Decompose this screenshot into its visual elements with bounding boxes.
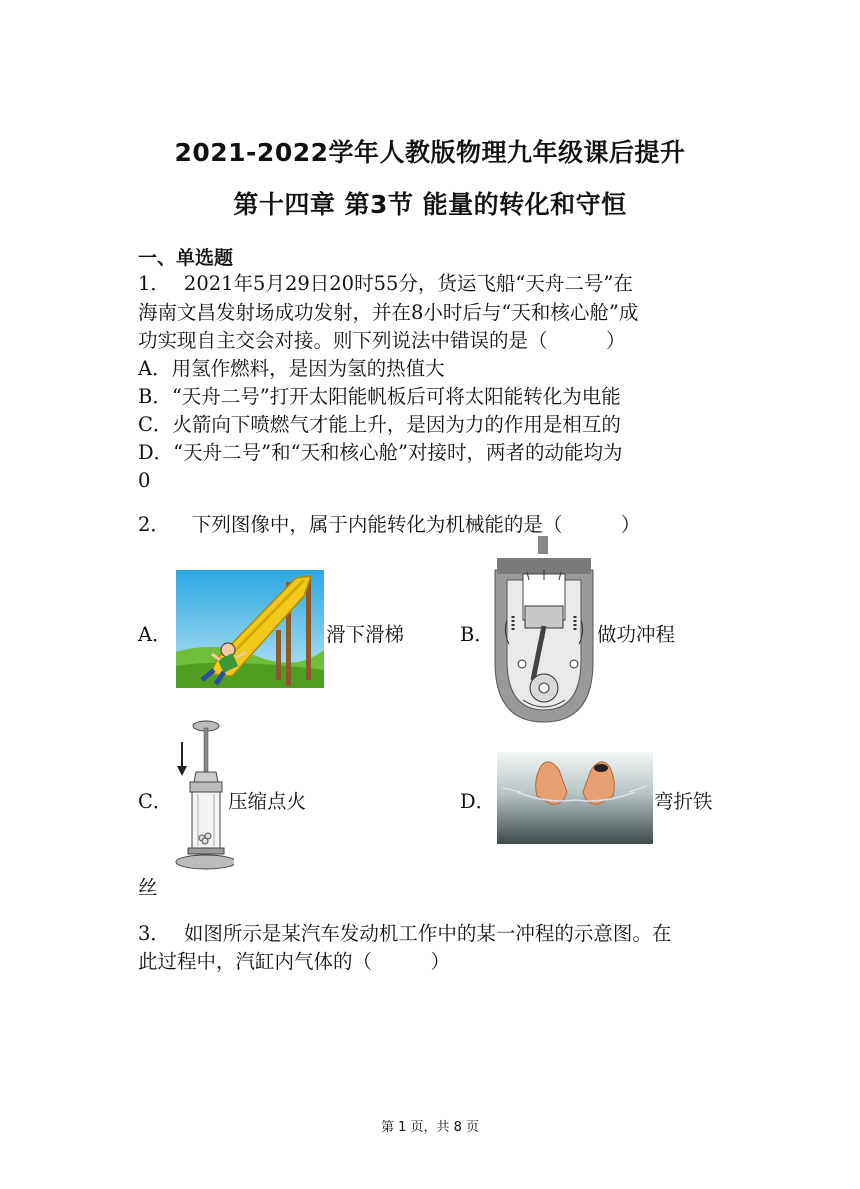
question-2-number: 2． <box>138 513 170 536</box>
question-2-text: 下列图像中，属于内能转化为机械能的是（ ） <box>191 513 641 536</box>
question-1-line-3: 功实现自主交会对接。则下列说法中错误的是（ ） <box>138 329 626 352</box>
question-3-line-1 <box>138 920 671 948</box>
question-1-option-c: C．火箭向下喷燃气才能上升，是因为力的作用是相互的 <box>138 413 621 436</box>
engine-stroke-image <box>493 536 595 724</box>
option-d-label: 弯折铁 <box>654 790 713 813</box>
page-footer: 第 1 页，共 8 页 <box>380 1120 480 1135</box>
question-1-option-d-cont: 0 <box>138 469 151 492</box>
question-3-number: 3． <box>138 922 170 945</box>
question-3-text: 如图所示是某汽车发动机工作中的某一冲程的示意图。在 <box>183 922 672 945</box>
option-b-label: 做功冲程 <box>597 623 676 646</box>
question-3-line-2: 此过程中，汽缸内气体的（ ） <box>138 950 451 973</box>
option-a-letter: A． <box>138 623 172 646</box>
question-1-option-a: A．用氢作燃料，是因为氢的热值大 <box>138 357 445 380</box>
question-1-line-1 <box>138 270 633 298</box>
chapter-subtitle: 第十四章 第3节 能量的转化和守恒 <box>233 190 627 219</box>
section-heading: 一、单选题 <box>138 247 234 269</box>
bending-wire-image <box>497 752 653 844</box>
option-d-label-cont: 丝 <box>138 876 158 899</box>
compression-ignition-image <box>172 720 234 870</box>
question-1-option-b: B．“天舟二号”打开太阳能帆板后可将太阳能转化为电能 <box>138 385 621 408</box>
option-b-letter: B． <box>460 623 494 646</box>
document-title: 2021-2022学年人教版物理九年级课后提升 <box>174 138 686 167</box>
question-1-option-d: D．“天舟二号”和“天和核心舱”对接时，两者的动能均为 <box>138 441 623 464</box>
option-c-letter: C． <box>138 790 173 813</box>
slide-image <box>176 570 324 688</box>
question-1-number: 1． <box>138 272 170 295</box>
question-1-line-2: 海南文昌发射场成功发射，并在8小时后与“天和核心舱”成 <box>138 301 639 324</box>
option-c-label: 压缩点火 <box>228 790 307 813</box>
question-2-line-1 <box>138 511 640 539</box>
option-a-label: 滑下滑梯 <box>326 623 405 646</box>
question-1-text: 2021年5月29日20时55分，货运飞船“天舟二号”在 <box>183 272 633 295</box>
option-d-letter: D． <box>460 790 496 813</box>
